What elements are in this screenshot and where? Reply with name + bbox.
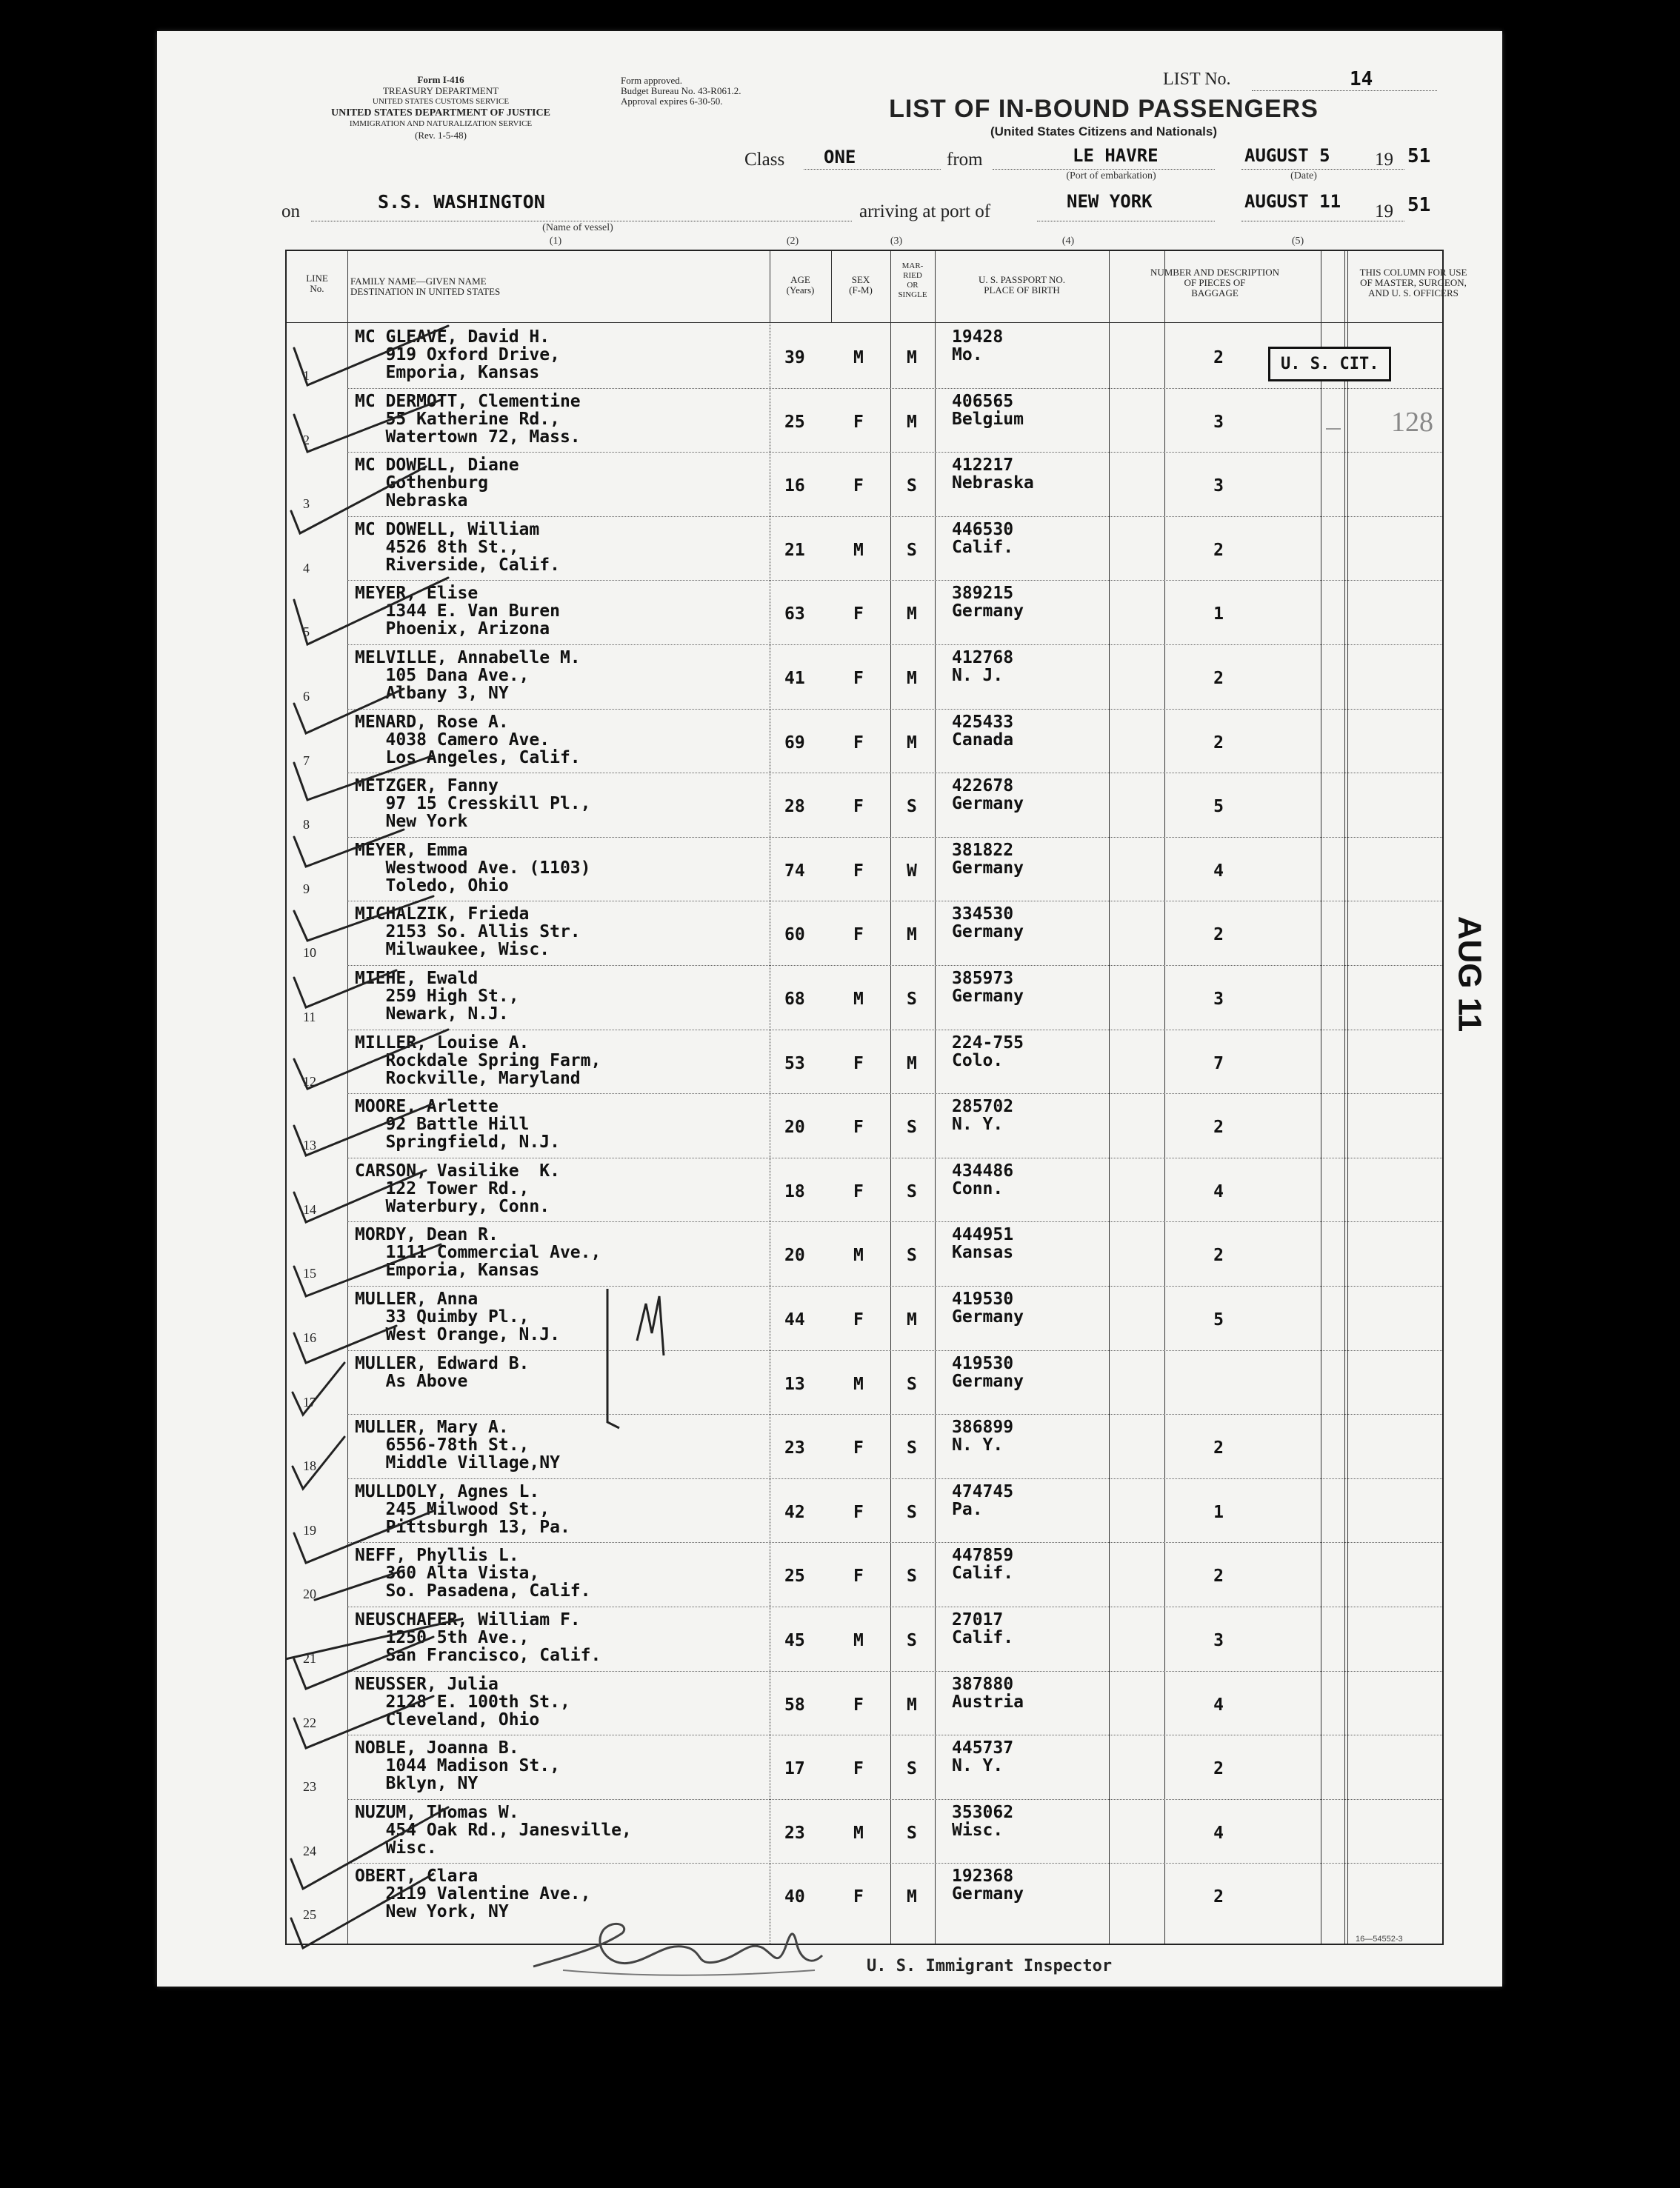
passenger-age: 68 (784, 990, 805, 1009)
passport-birthplace: 434486 Conn. (952, 1161, 1014, 1198)
us-citizen-stamp: U. S. CIT. (1268, 347, 1391, 381)
passenger-name-address: OBERT, Clara 2119 Valentine Ave., New York, NY (355, 1867, 591, 1922)
baggage-count: 1 (1213, 1502, 1224, 1522)
row-divider (347, 452, 1442, 453)
departure-date: AUGUST 5 (1244, 145, 1330, 166)
passport-birthplace: 353062 Wisc. (952, 1802, 1014, 1840)
passenger-age: 16 (784, 476, 805, 496)
passenger-name-address: MEYER, Emma Westwood Ave. (1103) Toledo, Ohio (355, 840, 591, 895)
passenger-sex: F (853, 476, 864, 496)
passenger-sex: M (853, 1823, 864, 1843)
page-title: LIST OF IN-BOUND PASSENGERS (889, 95, 1319, 123)
baggage-count: 2 (1213, 1246, 1224, 1266)
row-divider (347, 965, 1442, 966)
row-divider (347, 1414, 1442, 1415)
inspector-signature (519, 1896, 844, 1985)
passport-birthplace: 425433 Canada (952, 712, 1014, 750)
passport-birthplace: 422678 Germany (952, 776, 1024, 814)
marital-status: S (907, 1823, 917, 1843)
arriving-label: arriving at port of (859, 201, 991, 221)
passenger-age: 40 (784, 1887, 805, 1907)
family-bracket (593, 1289, 681, 1437)
list-no-underline (1252, 90, 1437, 91)
passenger-name-address: NEUSCHAFER, William F. 1250 5th Ave., San Francisco, Calif. (355, 1610, 601, 1665)
row-divider (347, 1221, 1442, 1222)
port-caption: (Port of embarkation) (1066, 170, 1156, 181)
passport-birthplace: 419530 Germany (952, 1353, 1024, 1391)
col-header-baggage: NUMBER AND DESCRIPTION OF PIECES OF BAGGAGE (1150, 267, 1280, 298)
marital-status: S (907, 540, 917, 560)
passenger-sex: F (853, 1053, 864, 1073)
baggage-count: 5 (1213, 797, 1224, 817)
passenger-age: 58 (784, 1695, 805, 1715)
passenger-sex: F (853, 1310, 864, 1330)
vessel-caption: (Name of vessel) (542, 222, 613, 233)
col-header-sex: SEX (F-M) (849, 274, 873, 296)
marital-status: M (907, 1053, 917, 1073)
passenger-name-address: NOBLE, Joanna B. 1044 Madison St., Bklyn, NY (355, 1738, 560, 1794)
line-number: 23 (303, 1779, 316, 1795)
passport-birthplace: 412217 Nebraska (952, 456, 1034, 493)
marital-status: W (907, 861, 917, 881)
passport-birthplace: 385973 Germany (952, 969, 1024, 1006)
passenger-sex: F (853, 1502, 864, 1522)
passenger-sex: F (853, 1438, 864, 1458)
marital-status: M (907, 669, 917, 688)
line-number: 19 (303, 1522, 316, 1538)
class-underline (804, 169, 941, 170)
marital-status: S (907, 1246, 917, 1266)
inspector-label: U. S. Immigrant Inspector (867, 1957, 1113, 1975)
line-number: 2 (303, 432, 310, 447)
passport-birthplace: 285702 N. Y. (952, 1097, 1014, 1135)
passport-birthplace: 224-755 Colo. (952, 1033, 1024, 1070)
year1-prefix: 19 (1375, 150, 1393, 170)
list-no-label: LIST No. (1163, 70, 1231, 89)
marital-status: M (907, 412, 917, 432)
marital-status: M (907, 925, 917, 945)
baggage-count: 2 (1213, 1118, 1224, 1138)
passenger-name-address: MORDY, Dean R. 1111 Commercial Ave., Emporia, Kansas (355, 1225, 601, 1281)
passenger-sex: M (853, 1374, 864, 1394)
line-number: 17 (303, 1394, 316, 1410)
passport-birthplace: 444951 Kansas (952, 1225, 1014, 1263)
line-number: 15 (303, 1266, 316, 1281)
passenger-age: 28 (784, 797, 805, 817)
line-number: 6 (303, 689, 310, 704)
marital-status: S (907, 1118, 917, 1138)
passport-birthplace: 27017 Calif. (952, 1610, 1014, 1647)
passport-birthplace: 387880 Austria (952, 1674, 1024, 1712)
passenger-sex: F (853, 1118, 864, 1138)
row-divider (347, 644, 1442, 645)
passenger-age: 41 (784, 669, 805, 688)
row-divider (347, 1671, 1442, 1672)
marital-status: S (907, 1567, 917, 1587)
passenger-name-address: MILLER, Louise A. Rockdale Spring Farm, Rockville, Maryland (355, 1033, 601, 1088)
line-number: 5 (303, 624, 310, 640)
line-number: 10 (303, 945, 316, 961)
line-number: 21 (303, 1651, 316, 1666)
passenger-name-address: MOORE, Arlette 92 Battle Hill Springfield, N.J. (355, 1097, 560, 1153)
col-header-remarks: THIS COLUMN FOR USE OF MASTER, SURGEON, AND U. S. OFFICERS (1359, 267, 1467, 298)
passenger-name-address: MC DOWELL, William 4526 8th St., Riverside, Calif. (355, 519, 560, 575)
passenger-age: 69 (784, 733, 805, 753)
year2-prefix: 19 (1375, 201, 1393, 221)
col-number: (1) (549, 236, 562, 247)
passport-birthplace: 381822 Germany (952, 840, 1024, 878)
from-label: from (947, 150, 983, 170)
passport-birthplace: 474745 Pa. (952, 1481, 1014, 1519)
passenger-sex: F (853, 1567, 864, 1587)
marital-status: M (907, 348, 917, 367)
col-header-age: AGE (Years) (786, 274, 815, 296)
passenger-sex: M (853, 990, 864, 1009)
passenger-age: 63 (784, 604, 805, 624)
row-divider (347, 516, 1442, 517)
line-number: 20 (303, 1587, 316, 1602)
passport-birthplace: 192368 Germany (952, 1867, 1024, 1904)
year1-suffix: 51 (1407, 145, 1431, 167)
approval-block (621, 76, 799, 107)
form-dept2: UNITED STATES DEPARTMENT OF JUSTICE (331, 107, 550, 119)
line-number: 3 (303, 496, 310, 512)
row-divider (347, 1350, 1442, 1351)
passenger-sex: F (853, 1181, 864, 1201)
marital-status: S (907, 1181, 917, 1201)
baggage-count: 2 (1213, 348, 1224, 367)
line-number: 18 (303, 1458, 316, 1474)
passenger-age: 23 (784, 1438, 805, 1458)
passenger-name-address: MC GLEAVE, David H. 919 Oxford Drive, Emporia, Kansas (355, 327, 560, 382)
col-header-name: FAMILY NAME—GIVEN NAME DESTINATION IN UNITED STATES (350, 276, 501, 297)
baggage-count: 4 (1213, 1823, 1224, 1843)
passenger-name-address: MENARD, Rose A. 4038 Camero Ave. Los Angeles, Calif. (355, 712, 581, 767)
baggage-count: 2 (1213, 733, 1224, 753)
line-number: 11 (303, 1010, 316, 1024)
passport-birthplace: 334530 Germany (952, 904, 1024, 942)
row-divider (347, 580, 1442, 581)
row-divider (347, 709, 1442, 710)
line-number: 13 (303, 1138, 316, 1153)
passenger-age: 74 (784, 861, 805, 881)
passenger-age: 21 (784, 540, 805, 560)
baggage-count: 7 (1213, 1053, 1224, 1073)
passport-birthplace: 386899 N. Y. (952, 1418, 1014, 1455)
passenger-sex: M (853, 348, 864, 367)
passenger-name-address: MIEHE, Ewald 259 High St., Newark, N.J. (355, 969, 519, 1024)
passenger-age: 42 (784, 1502, 805, 1522)
side-date-stamp: AUG 11 (1451, 915, 1488, 1033)
passenger-age: 25 (784, 412, 805, 432)
passenger-age: 20 (784, 1118, 805, 1138)
passenger-name-address: CARSON, Vasilike K. 122 Tower Rd., Waterbury, Conn. (355, 1161, 560, 1216)
row-divider (347, 1799, 1442, 1800)
marital-status: S (907, 797, 917, 817)
baggage-count: 4 (1213, 1181, 1224, 1201)
passenger-name-address: MEYER, Elise 1344 E. Van Buren Phoenix, Arizona (355, 584, 560, 639)
col-number: (2) (786, 236, 799, 247)
marital-status: M (907, 1887, 917, 1907)
passenger-sex: F (853, 1759, 864, 1779)
baggage-count: 2 (1213, 669, 1224, 688)
passenger-name-address: NEUSSER, Julia 2128 E. 100th St., Cleveland, Ohio (355, 1674, 570, 1730)
marital-status: S (907, 1631, 917, 1650)
passport-birthplace: 419530 Germany (952, 1290, 1024, 1327)
passenger-name-address: MULLER, Edward B. As Above (355, 1353, 530, 1391)
baggage-count: 2 (1213, 925, 1224, 945)
passenger-name-address: MULLER, Anna 33 Quimby Pl., West Orange, N.J. (355, 1290, 560, 1344)
row-divider (347, 1286, 1442, 1287)
passport-birthplace: 406565 Belgium (952, 391, 1024, 429)
col-header-passport: U. S. PASSPORT NO. PLACE OF BIRTH (979, 274, 1065, 296)
line-number: 12 (303, 1073, 316, 1089)
passenger-name-address: MULLER, Mary A. 6556-78th St., Middle Village,NY (355, 1418, 560, 1473)
stamp-tick (1326, 428, 1341, 430)
form-number: Form I-416 (417, 74, 464, 85)
passenger-age: 44 (784, 1310, 805, 1330)
col-header-line-no: LINE No. (306, 273, 328, 294)
passenger-age: 60 (784, 925, 805, 945)
passport-birthplace: 446530 Calif. (952, 519, 1014, 557)
passenger-age: 39 (784, 348, 805, 367)
marital-status: S (907, 1502, 917, 1522)
row-divider (347, 1478, 1442, 1479)
passenger-age: 53 (784, 1053, 805, 1073)
row-divider (347, 1093, 1442, 1094)
date-caption: (Date) (1290, 170, 1317, 181)
approval-line: Approval expires 6-30-50. (621, 96, 723, 107)
baggage-count: 5 (1213, 1310, 1224, 1330)
passenger-age: 18 (784, 1181, 805, 1201)
baggage-count: 4 (1213, 1695, 1224, 1715)
form-block (274, 74, 607, 141)
line-number: 1 (303, 368, 310, 383)
passenger-sex: F (853, 797, 864, 817)
passenger-sex: F (853, 604, 864, 624)
passenger-sex: M (853, 540, 864, 560)
marital-status: M (907, 733, 917, 753)
baggage-count: 2 (1213, 1438, 1224, 1458)
form-dept: TREASURY DEPARTMENT (382, 85, 499, 96)
passenger-age: 20 (784, 1246, 805, 1266)
passenger-name-address: MC DERMOTT, Clementine 55 Katherine Rd., Watertown 72, Mass. (355, 391, 581, 447)
form-service: UNITED STATES CUSTOMS SERVICE (372, 97, 510, 106)
form-rev: (Rev. 1-5-48) (415, 130, 467, 141)
baggage-count: 3 (1213, 476, 1224, 496)
line-number: 8 (303, 817, 310, 833)
baggage-count: 3 (1213, 1631, 1224, 1650)
baggage-count: 3 (1213, 412, 1224, 432)
line-number: 16 (303, 1330, 316, 1345)
marital-status: M (907, 1695, 917, 1715)
passenger-age: 25 (784, 1567, 805, 1587)
passenger-sex: F (853, 1695, 864, 1715)
list-no-value: 14 (1350, 68, 1373, 90)
baggage-count: 4 (1213, 861, 1224, 881)
check-marks (285, 318, 463, 1992)
passenger-name-address: MULLDOLY, Agnes L. 245 Milwood St., Pittsburgh 13, Pa. (355, 1481, 570, 1537)
baggage-count: 2 (1213, 1887, 1224, 1907)
passenger-name-address: MC DOWELL, Diane Gothenburg Nebraska (355, 456, 519, 511)
vessel-name: S.S. WASHINGTON (378, 191, 545, 213)
on-label: on (281, 201, 300, 221)
col-number: (3) (890, 236, 903, 247)
col-number: (5) (1291, 236, 1304, 247)
passenger-sex: F (853, 861, 864, 881)
row-divider (347, 1863, 1442, 1864)
print-code: 16—54552-3 (1356, 1935, 1403, 1944)
passport-birthplace: 412768 N. J. (952, 648, 1014, 685)
baggage-count: 2 (1213, 1759, 1224, 1779)
passenger-sex: M (853, 1631, 864, 1650)
col-header-married: MAR- RIED OR SINGLE (898, 261, 927, 299)
passport-birthplace: 445737 N. Y. (952, 1738, 1014, 1776)
passenger-sex: F (853, 669, 864, 688)
baggage-count: 3 (1213, 990, 1224, 1009)
class-label: Class (744, 150, 785, 170)
marital-status: S (907, 990, 917, 1009)
line-number: 9 (303, 881, 310, 896)
passenger-name-address: MELVILLE, Annabelle M. 105 Dana Ave., Albany 3, NY (355, 648, 581, 703)
passenger-sex: F (853, 925, 864, 945)
arrival-date: AUGUST 11 (1244, 191, 1341, 212)
baggage-count: 1 (1213, 604, 1224, 624)
page-subtitle: (United States Citizens and Nationals) (990, 124, 1218, 139)
from-underline (993, 169, 1215, 170)
line-number: 4 (303, 560, 310, 576)
marital-status: S (907, 1438, 917, 1458)
passport-birthplace: 389215 Germany (952, 584, 1024, 621)
year2-suffix: 51 (1407, 194, 1431, 216)
approval-line: Form approved. (621, 75, 683, 86)
passenger-name-address: MICHALZIK, Frieda 2153 So. Allis Str. Milwaukee, Wisc. (355, 904, 581, 960)
passenger-name-address: METZGER, Fanny 97 15 Cresskill Pl., New York (355, 776, 591, 832)
passenger-sex: F (853, 412, 864, 432)
margin-number: 128 (1391, 407, 1433, 438)
passenger-name-address: NEFF, Phyllis L. 360 Alta Vista, So. Pasadena, Calif. (355, 1546, 591, 1601)
baggage-count: 2 (1213, 540, 1224, 560)
marital-status: M (907, 604, 917, 624)
passenger-name-address: NUZUM, Thomas W. 454 Oak Rd., Janesville, Wisc. (355, 1802, 632, 1858)
passenger-sex: F (853, 733, 864, 753)
passenger-sex: M (853, 1246, 864, 1266)
approval-line: Budget Bureau No. 43-R061.2. (621, 85, 741, 96)
marital-status: S (907, 1759, 917, 1779)
passenger-age: 13 (784, 1374, 805, 1394)
line-number: 25 (303, 1907, 316, 1923)
arrival-port: NEW YORK (1067, 191, 1153, 212)
port-of-embarkation: LE HAVRE (1073, 145, 1159, 166)
passenger-age: 17 (784, 1759, 805, 1779)
passenger-age: 45 (784, 1631, 805, 1650)
line-number: 14 (303, 1201, 316, 1217)
passport-birthplace: 447859 Calif. (952, 1546, 1014, 1584)
row-divider (347, 1542, 1442, 1543)
line-number: 22 (303, 1715, 316, 1730)
form-service2: IMMIGRATION AND NATURALIZATION SERVICE (349, 119, 533, 128)
line-number: 7 (303, 753, 310, 768)
passport-birthplace: 19428 Mo. (952, 327, 1004, 364)
row-divider (347, 388, 1442, 389)
line-number: 24 (303, 1843, 316, 1858)
baggage-count: 2 (1213, 1567, 1224, 1587)
marital-status: S (907, 1374, 917, 1394)
marital-status: S (907, 476, 917, 496)
passenger-sex: F (853, 1887, 864, 1907)
marital-status: M (907, 1310, 917, 1330)
row-divider (347, 837, 1442, 838)
class-value: ONE (824, 147, 856, 167)
col-number: (4) (1061, 236, 1075, 247)
passenger-age: 23 (784, 1823, 805, 1843)
